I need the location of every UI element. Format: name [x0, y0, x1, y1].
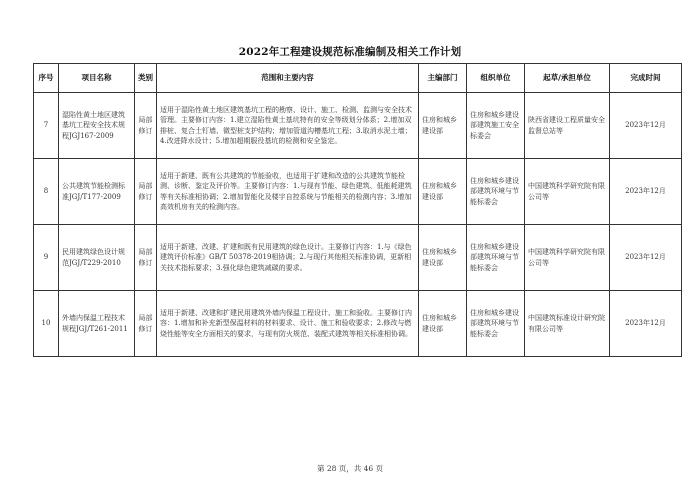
row-content: 适用于湿陷性黄土地区建筑基坑工程的勘察、设计、施工、检测、监测与安全技术管理。主要修订内容：1.建立湿陷性黄土基坑特有的安全等级划分体系；2.增加双排桩、复合土钉墙、微型桩支护结构；增加管道沟槽基坑工程；3.取消水泥土墙；4.改进降水设计；5.增加超期服役基坑的检测和安全鉴定。 — [157, 93, 419, 159]
row-content: 适用于新建、既有公共建筑的节能验收，也适用于扩建和改造的公共建筑节能检测、诊断、鉴定及评价等。主要修订内容：1.与现有节能、绿色建筑、低能耗建筑等有关标准相协调；2.增加智能化及楼宇自控系统与节能相关的检测内容；3.增加高效机房有关的检测内容。 — [157, 159, 419, 225]
row-project-name: 外墙内保温工程技术规程JGJ/T261-2011 — [59, 291, 135, 357]
table-row — [34, 225, 682, 291]
row-drafter: 中国建筑标准设计研究院有限公司等 — [525, 291, 610, 357]
header-org: 组织单位 — [467, 64, 525, 93]
row-category: 局部修订 — [135, 159, 157, 225]
header-drafter: 起草/承担单位 — [525, 64, 610, 93]
row-no: 8 — [34, 159, 59, 225]
row-drafter: 陕西省建设工程质量安全监督总站等 — [525, 93, 610, 159]
row-content: 适用于新建、改建、扩建和既有民用建筑的绿色设计。主要修订内容：1.与《绿色建筑评价标准》GB/T 50378-2019相协调；2.与现行其他相关标准协调，更新相关技术指标要求；3.强化绿色建筑减碳的要求。 — [157, 225, 419, 291]
header-no: 序号 — [34, 64, 59, 93]
row-no: 9 — [34, 225, 59, 291]
table-header-row — [34, 64, 682, 93]
row-project-name: 民用建筑绿色设计规范JGJ/T229-2010 — [59, 225, 135, 291]
row-content: 适用于新建、改建和扩建民用建筑外墙内保温工程设计、施工和验收。主要修订内容：1.增加和补充新型保温材料的材料要求、设计、施工和验收要求；2.修改与燃烧性能等安全方面相关的要求，与现有防火规范、装配式建筑等相关标准相协调。 — [157, 291, 419, 357]
row-drafter: 中国建筑科学研究院有限公司等 — [525, 159, 610, 225]
header-due: 完成时间 — [610, 64, 682, 93]
row-org: 住房和城乡建设部建筑施工安全标委会 — [467, 93, 525, 159]
row-dept: 住房和城乡建设部 — [419, 291, 467, 357]
row-due: 2023年12月 — [610, 291, 682, 357]
header-dept: 主编部门 — [419, 64, 467, 93]
row-drafter: 中国建筑科学研究院有限公司等 — [525, 225, 610, 291]
header-category: 类别 — [135, 64, 157, 93]
header-content: 范围和主要内容 — [157, 64, 419, 93]
row-org: 住房和城乡建设部建筑环境与节能标委会 — [467, 225, 525, 291]
document-title: 2022年工程建设规范标准编制及相关工作计划 — [238, 46, 462, 58]
table-row — [34, 93, 682, 159]
row-no: 7 — [34, 93, 59, 159]
row-due: 2023年12月 — [610, 159, 682, 225]
row-dept: 住房和城乡建设部 — [419, 225, 467, 291]
row-project-name: 湿陷性黄土地区建筑基坑工程安全技术规程JGJ167-2009 — [59, 93, 135, 159]
row-org: 住房和城乡建设部建筑环境与节能标委会 — [467, 159, 525, 225]
row-category: 局部修订 — [135, 291, 157, 357]
row-category: 局部修订 — [135, 93, 157, 159]
row-due: 2023年12月 — [610, 93, 682, 159]
row-project-name: 公共建筑节能检测标准JGJ/T177-2009 — [59, 159, 135, 225]
row-category: 局部修订 — [135, 225, 157, 291]
row-due: 2023年12月 — [610, 225, 682, 291]
row-no: 10 — [34, 291, 59, 357]
table-row — [34, 159, 682, 225]
page-footer: 第 28 页，共 46 页 — [316, 464, 384, 473]
row-org: 住房和城乡建设部建筑环境与节能标委会 — [467, 291, 525, 357]
work-plan-table — [33, 63, 682, 357]
table-row — [34, 291, 682, 357]
row-dept: 住房和城乡建设部 — [419, 159, 467, 225]
row-dept: 住房和城乡建设部 — [419, 93, 467, 159]
header-project-name: 项目名称 — [59, 64, 135, 93]
